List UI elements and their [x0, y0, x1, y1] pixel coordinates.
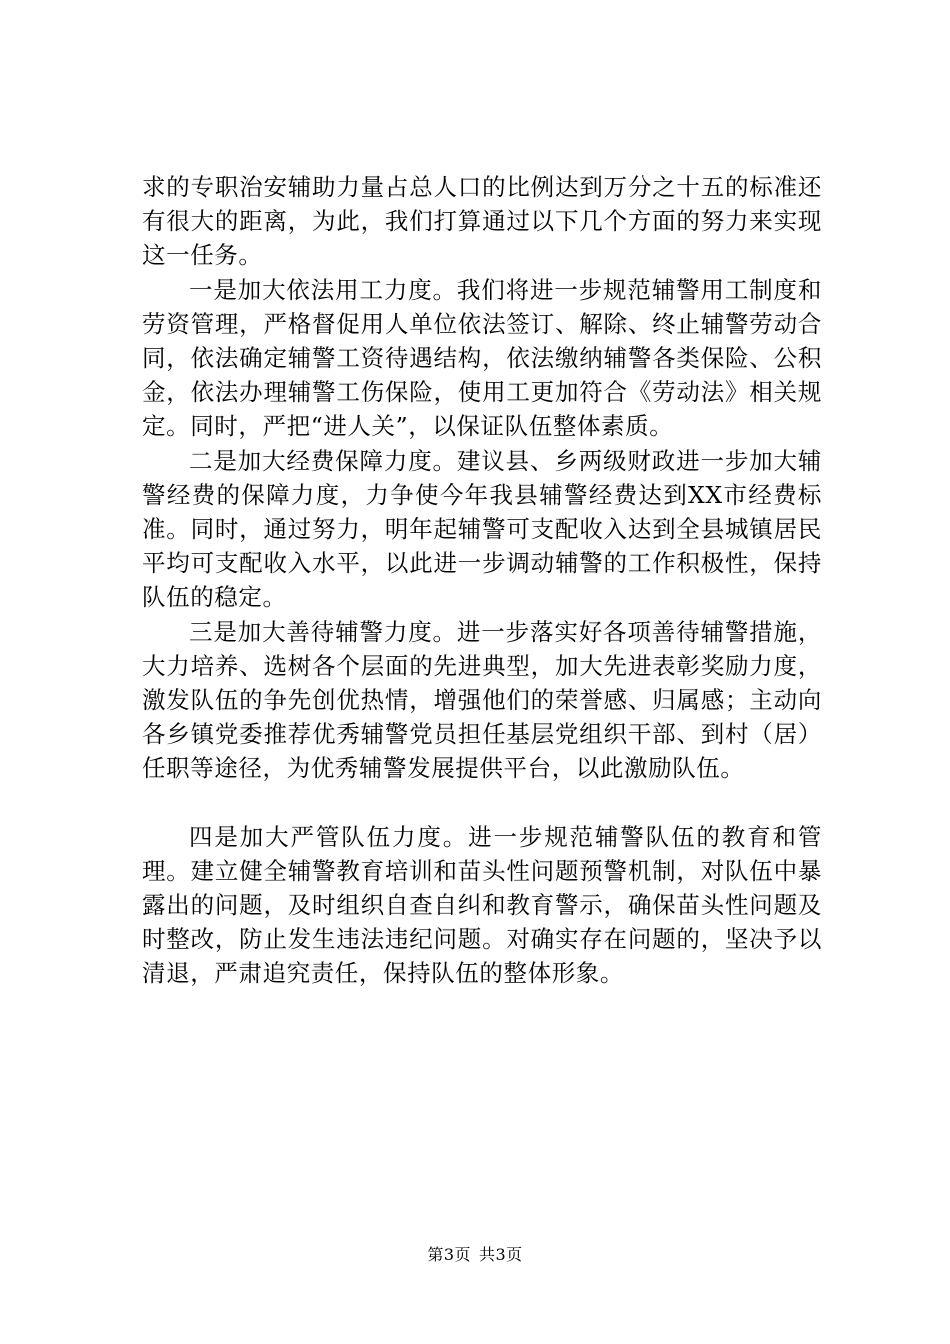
paragraph-item-3: 三是加大善待辅警力度。进一步落实好各项善待辅警措施，大力培养、选树各个层面的先进典型，加大先进表彰奖励力度，激发队伍的争先创优热情，增强他们的荣誉感、归属感；主动向各乡镇党委推荐优秀辅警党员担任基层党组织干部、到村（居）任职等途径，为优秀辅警发展提供平台，以此激励队伍。	[142, 617, 822, 783]
paragraph-continuation: 求的专职治安辅助力量占总人口的比例达到万分之十五的标准还有很大的距离，为此，我们打算通过以下几个方面的努力来实现这一任务。	[142, 173, 822, 270]
page-total: 共3页	[479, 1245, 523, 1264]
paragraph-item-1: 一是加大依法用工力度。我们将进一步规范辅警用工制度和劳资管理，严格督促用人单位依法签订、解除、终止辅警劳动合同，依法确定辅警工资待遇结构，依法缴纳辅警各类保险、公积金，依法办理辅警工伤保险，使用工更加符合《劳动法》相关规定。同时，严把“进人关”，以保证队伍整体素质。	[142, 275, 822, 441]
paragraph-gap	[142, 786, 822, 820]
paragraph-item-2: 二是加大经费保障力度。建议县、乡两级财政进一步加大辅警经费的保障力度，力争使今年我县辅警经费达到XX市经费标准。同时，通过努力，明年起辅警可支配收入达到全县城镇居民平均可支配收入水平，以此进一步调动辅警的工作积极性，保持队伍的稳定。	[142, 446, 822, 612]
paragraph-item-4: 四是加大严管队伍力度。进一步规范辅警队伍的教育和管理。建立健全辅警教育培训和苗头性问题预警机制，对队伍中暴露出的问题，及时组织自查自纠和教育警示，确保苗头性问题及时整改，防止发生违法违纪问题。对确实存在问题的，坚决予以清退，严肃追究责任，保持队伍的整体形象。	[142, 822, 822, 988]
document-body	[142, 170, 822, 991]
page-number: 第3页	[427, 1245, 471, 1264]
page-footer	[0, 1244, 950, 1266]
